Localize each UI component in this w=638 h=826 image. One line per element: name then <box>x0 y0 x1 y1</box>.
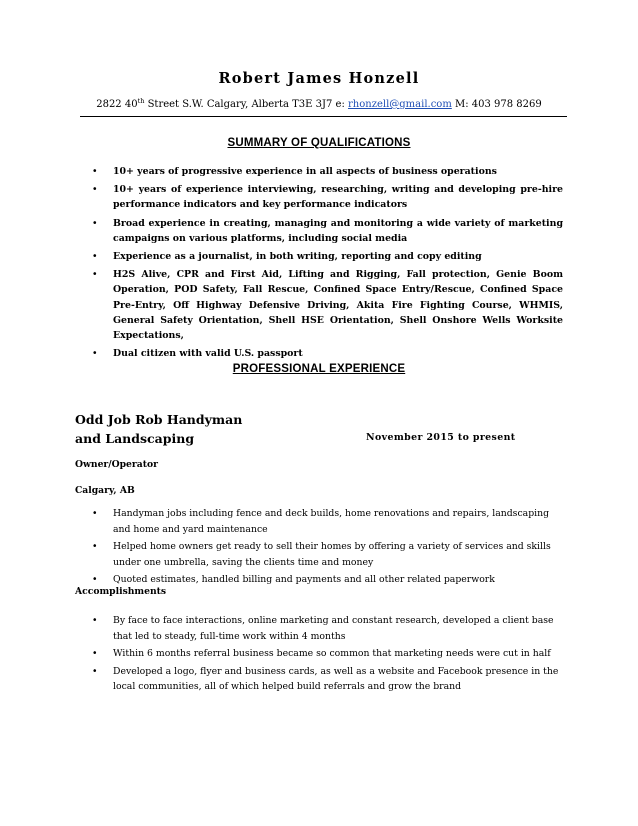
qualification-item: • 10+ years of progressive experience in all aspects of business operations <box>113 164 563 179</box>
duty-item: • Helped home owners get ready to sell their homes by offering a variety of services and skills under one umbrella, saving the clients time and money <box>113 539 568 570</box>
address-ordinal: th <box>137 97 145 105</box>
header-divider <box>80 116 567 117</box>
address-rest: Street S.W. Calgary, Alberta T3E 3J7 e: <box>144 99 349 110</box>
job-role: Owner/Operator <box>75 459 158 470</box>
qualification-item: • Dual citizen with valid U.S. passport <box>113 346 563 361</box>
job-dates: November 2015 to present <box>366 432 516 443</box>
duty-item: • Handyman jobs including fence and deck builds, home renovations and repairs, landscaping and home and yard maintenance <box>113 506 568 537</box>
accomplishment-item: • By face to face interactions, online marketing and constant research, developed a client base that led to steady, full-time work within 4 months <box>113 613 568 644</box>
phone-number: M: 403 978 8269 <box>451 99 542 110</box>
job-company-line: Odd Job Rob Handyman <box>75 412 243 427</box>
qualification-item: • 10+ years of experience interviewing, researching, writing and developing pre-hire performance indicators and key performance indicators <box>113 182 563 212</box>
job-company <box>75 410 242 448</box>
accomplishment-item: • Developed a logo, flyer and business cards, as well as a website and Facebook presence in the local communities, all of which helped build referrals and grow the brand <box>113 664 568 695</box>
qualification-item: • Experience as a journalist, in both writing, reporting and copy editing <box>113 249 563 264</box>
job-location: Calgary, AB <box>75 485 135 496</box>
qualifications-list <box>113 164 563 364</box>
experience-heading: PROFESSIONAL EXPERIENCE <box>232 363 406 375</box>
accomplishments-list <box>113 613 568 697</box>
accomplishments-heading: Accomplishments <box>75 586 167 597</box>
summary-heading: SUMMARY OF QUALIFICATIONS <box>227 137 411 149</box>
address-number: 2822 40 <box>96 99 138 110</box>
email-link[interactable]: rhonzell@gmail.com <box>348 99 452 110</box>
qualification-item: • Broad experience in creating, managing and monitoring a wide variety of marketing campaigns on various platforms, including social media <box>113 216 563 246</box>
qualification-item: • H2S Alive, CPR and First Aid, Lifting and Rigging, Fall protection, Genie Boom Operation, POD Safety, Fall Rescue, Confined Space Entry/Rescue, Confined Space Pre-Entry, Off Highway Defensive Driving, Akita Fire Fighting Course, WHMIS, General Safety Orientation, Shell HSE Orientation, Shell Onshore Wells Worksite Expectations, <box>113 267 563 343</box>
accomplishment-item: • Within 6 months referral business became so common that marketing needs were cut in half <box>113 646 568 662</box>
job-company-line: and Landscaping <box>75 431 195 446</box>
duties-list <box>113 506 568 590</box>
contact-line <box>0 99 638 110</box>
candidate-name: Robert James Honzell <box>218 70 420 87</box>
duty-item: • Quoted estimates, handled billing and payments and all other related paperwork <box>113 572 568 588</box>
